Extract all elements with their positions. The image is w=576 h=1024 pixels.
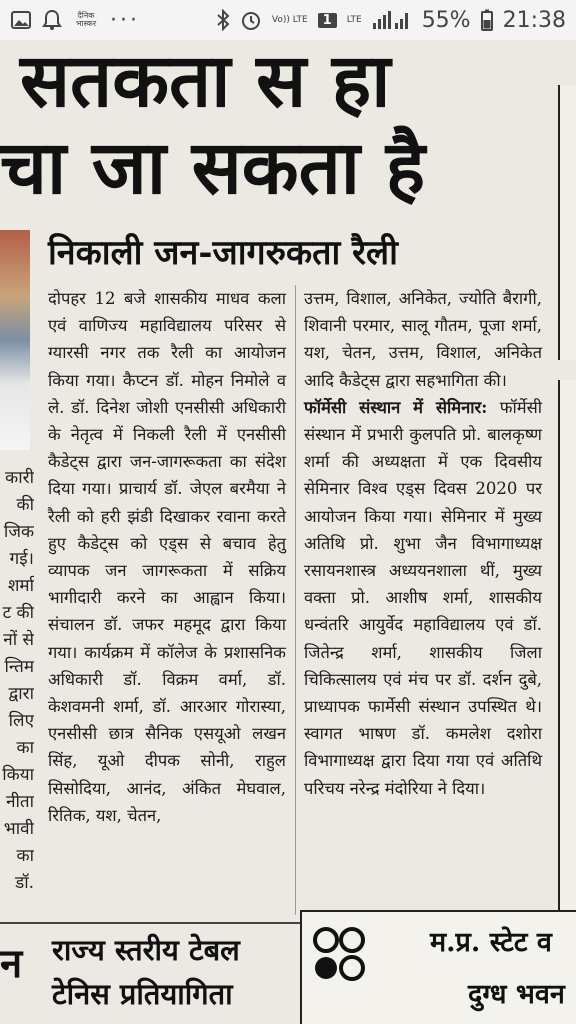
left-fragment-line: लिए [8,711,34,731]
column-divider [295,285,296,915]
advertisement-box [300,910,576,1024]
left-fragment-line: नीता [6,792,34,812]
left-fragment-line: कारी [5,468,34,488]
article-column-1-text: दोपहर 12 बजे शासकीय माधव कला एवं वाणिज्य महाविद्यालय परिसर से ग्यारसी नगर तक रैली का आयोजन किया गया। कैप्टन डॉ. मोहन निमोले व ले. डॉ. दिनेश जोशी एनसीसी अधिकारी के नेतृत्व में निकली रैली में एनसीसी कैडेट्स द्वारा जन-जागरूकता का संदेश दिया गया। प्राचार्य डॉ. जेएल बरमैया ने रैली को हरी झंडी दिखाकर रवाना करते हुए कैडेट्स को एड्स से बचाव हेतु व्यापक जन जागरूकता में सक्रिय भागीदारी करने का आह्वान किया। संचालन डॉ. जफर महमूद द्वारा किया गया। कार्यक्रम में कॉलेज के प्रशासनिक अधिकारी डॉ. विक्रम वर्मा, डॉ. केशवमनी शर्मा, डॉ. आरआर गोरास्या, एनसीसी छात्र सैनिक एसयूओ लखन सिंह, यूओ दीपक सोनी, राहुल सिसोदिया, आनंद, अंकित मेघवाल, रितिक, यश, चेतन, [48,289,286,825]
notification-bell-icon [42,9,62,31]
bottom-headline-line-1: राज्य स्तरीय टेबल [52,933,240,967]
headline-line-2: चा जा सकता है [0,125,426,211]
article-column-1 [48,285,286,829]
left-fragment-line: न्तिम [4,657,34,677]
sim-indicator: 1 [318,13,337,28]
article-column-2-text-b: फॉर्मेसी संस्थान में प्रभारी कुलपति प्रो. बालकृष्ण शर्मा की अध्यक्षता में एक दिवसीय सेमिनार विश्व एड्स दिवस 2020 पर आयोजन किया गया। सेमिनार में मुख्य अतिथि प्रो. शुभा जैन विभागाध्यक्ष रसायनशास्त्र अध्ययनशाला थीं, मुख्य वक्ता प्रो. आशीष शर्मा, शासकीय धन्वंतरि आयुर्वेद महाविद्यालय एवं डॉ. जितेन्द्र शर्मा, शासकीय जिला चिकित्सालय एवं मंच पर डॉ. दर्शन दुबे, प्राध्यापक फार्मेसी संस्थान उपस्थित थे। स्वागत भाषण डॉ. कमलेश दशोरा विभागाध्यक्ष द्वारा दिया गया एवं अतिथि परिचय नरेन्द्र मंदोरिया ने दिया। [304,397,543,798]
advertisement-subtitle: दुग्ध भवन [468,979,565,1010]
newspaper-clipping [0,40,576,1024]
app-logo: दैनिक भास्कर [75,11,97,28]
left-fragment-line: शर्मा [7,576,34,596]
status-bar [0,0,576,40]
advertisement-title: म.प्र. स्टेट व [430,927,552,958]
volte-indicator: Vo)) LTE [271,14,308,25]
alarm-icon [240,9,262,31]
left-fragment-line: जिक [3,522,34,542]
lte-indicator: LTE [346,14,362,25]
battery-icon [481,9,493,31]
left-fragment-line: द्वारा [8,684,34,704]
left-fragment-line: किया [2,765,34,785]
left-fragment-line: की [16,495,34,515]
headline-line-1: सतकता स हा [20,40,391,124]
left-fragment-line: का [16,738,34,758]
dairy-logo-icon [312,926,386,1000]
more-notifications-indicator: ··· [110,7,140,33]
adjacent-column-edge-lower [558,380,576,920]
article-column-2-text-a: उत्तम, विशाल, अनिकेत, ज्योति बैरागी, शिवानी परमार, सालू गौतम, पूजा शर्मा, यश, चेतन, उत्तम, विशाल, अनिकेत आदि कैडेट्स द्वारा सहभागिता की। [304,289,542,390]
status-bar-left [10,8,140,33]
news-photo-edge [0,230,30,450]
left-fragment-line: नों से [3,630,34,650]
bluetooth-icon [216,9,230,31]
battery-percent: 55% [421,7,471,33]
seminar-subhead: फॉर्मेसी संस्थान में सेमिनार: [304,397,488,417]
left-fragment-line: ट की [2,603,34,623]
left-column-fragment [0,465,34,897]
left-fragment-line: भावी [3,819,34,839]
bottom-left-fragment: न [0,940,23,987]
gallery-icon [10,9,32,31]
left-fragment-line: गई। [9,549,34,569]
status-bar-right [216,8,566,33]
bottom-headline [52,928,240,1016]
left-fragment-line: डॉ. [15,873,34,893]
article-column-2 [304,285,542,802]
left-fragment-line: का [16,846,34,866]
clock: 21:38 [502,7,566,33]
bottom-headline-line-2: टेनिस प्रतियागिता [52,977,233,1011]
sub-headline: निकाली जन-जागरुकता रैली [48,233,398,273]
signal-icon [372,9,412,31]
adjacent-column-edge [558,85,576,360]
